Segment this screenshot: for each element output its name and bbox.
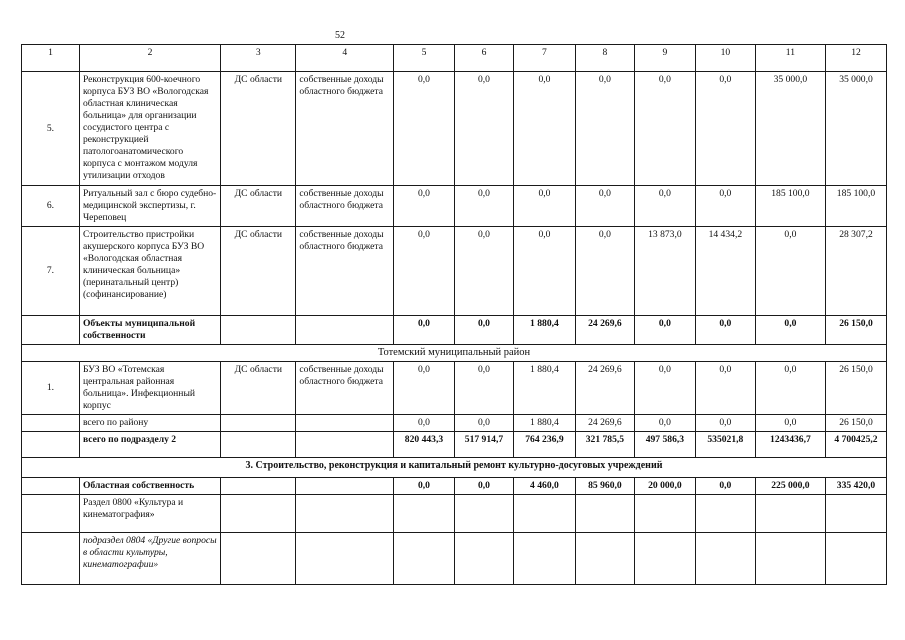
value-cell: 0,0 [695,316,755,345]
object-name: БУЗ ВО «Тотемская центральная районная больница». Инфекционный корпус [79,362,220,415]
value-cell: 0,0 [695,415,755,432]
header-cell: 2 [79,45,220,72]
district-total-label: всего по району [79,415,220,432]
row-number: 6. [22,186,80,227]
subsection-0804-label: подраздел 0804 «Другие вопросы в области культуры, кинематографии» [79,533,220,585]
value-cell: 0,0 [575,72,634,186]
header-cell: 11 [755,45,825,72]
value-cell: 1 880,4 [513,362,575,415]
value-cell: 225 000,0 [755,478,825,495]
header-cell: 8 [575,45,634,72]
table-row [22,362,887,415]
value-cell: 535021,8 [695,432,755,458]
value-cell: 1 880,4 [513,415,575,432]
subsection-total-row [22,432,887,458]
value-cell: 4 460,0 [513,478,575,495]
value-cell: 0,0 [634,362,695,415]
value-cell: 0,0 [454,316,513,345]
page-number: 52 [335,30,345,41]
column-number-header [22,45,887,72]
value-cell: 0,0 [454,362,513,415]
value-cell: 20 000,0 [634,478,695,495]
header-cell: 3 [221,45,296,72]
district-title: Тотемский муниципальный район [22,345,887,362]
value-cell: 0,0 [513,186,575,227]
value-cell: 0,0 [634,316,695,345]
value-cell: 24 269,6 [575,415,634,432]
value-cell: 0,0 [394,362,455,415]
header-cell: 12 [825,45,886,72]
value-cell: 0,0 [755,415,825,432]
value-cell: 0,0 [695,186,755,227]
value-cell: 0,0 [394,227,455,316]
object-name: Строительство пристройки акушерского корпуса БУЗ ВО «Вологодская областная клиническая больница» (перинатальный центр) (софинансирование) [79,227,220,316]
value-cell: 26 150,0 [825,415,886,432]
customer: ДС области [221,186,296,227]
district-total-row [22,415,887,432]
table-row [22,72,887,186]
value-cell: 517 914,7 [454,432,513,458]
value-cell: 4 700425,2 [825,432,886,458]
table-row [22,533,887,585]
budget-table [21,44,887,585]
value-cell: 35 000,0 [825,72,886,186]
regional-property-row [22,478,887,495]
section-0800-label: Раздел 0800 «Культура и кинематография» [79,495,220,533]
value-cell: 0,0 [755,362,825,415]
section-3-title: 3. Строительство, реконструкция и капитальный ремонт культурно-досуговых учреждений [22,458,887,478]
funding-source: собственные доходы областного бюджета [296,186,394,227]
value-cell: 24 269,6 [575,362,634,415]
customer: ДС области [221,362,296,415]
value-cell: 0,0 [755,316,825,345]
value-cell: 0,0 [695,362,755,415]
value-cell: 764 236,9 [513,432,575,458]
value-cell: 14 434,2 [695,227,755,316]
value-cell: 0,0 [513,72,575,186]
table-row [22,186,887,227]
value-cell: 0,0 [575,227,634,316]
subsection-total-label: всего по подразделу 2 [79,432,220,458]
value-cell: 820 443,3 [394,432,455,458]
value-cell: 28 307,2 [825,227,886,316]
section-title-row [22,458,887,478]
value-cell: 0,0 [755,227,825,316]
funding-source: собственные доходы областного бюджета [296,72,394,186]
header-cell: 1 [22,45,80,72]
value-cell: 0,0 [394,478,455,495]
value-cell: 0,0 [454,415,513,432]
header-cell: 4 [296,45,394,72]
value-cell: 26 150,0 [825,362,886,415]
object-name: Реконструкция 600-коечного корпуса БУЗ ВО «Вологодская областная клиническая больница» для организации сосудистого центра с реконструкцией патологоанатомического корпуса с монтажом модуля утилизации отходов [79,72,220,186]
value-cell: 0,0 [454,478,513,495]
value-cell: 1243436,7 [755,432,825,458]
header-cell: 5 [394,45,455,72]
funding-source: собственные доходы областного бюджета [296,227,394,316]
value-cell: 0,0 [575,186,634,227]
value-cell: 0,0 [695,478,755,495]
value-cell: 0,0 [394,186,455,227]
header-cell: 6 [454,45,513,72]
value-cell: 0,0 [695,72,755,186]
value-cell: 35 000,0 [755,72,825,186]
row-number: 5. [22,72,80,186]
value-cell: 0,0 [634,415,695,432]
value-cell: 0,0 [394,415,455,432]
value-cell: 321 785,5 [575,432,634,458]
value-cell: 0,0 [454,72,513,186]
value-cell: 0,0 [454,186,513,227]
value-cell: 0,0 [394,316,455,345]
value-cell: 24 269,6 [575,316,634,345]
header-cell: 7 [513,45,575,72]
table-row [22,495,887,533]
row-number: 1. [22,362,80,415]
funding-source: собственные доходы областного бюджета [296,362,394,415]
table-row [22,227,887,316]
value-cell: 0,0 [634,72,695,186]
value-cell: 335 420,0 [825,478,886,495]
value-cell: 1 880,4 [513,316,575,345]
customer: ДС области [221,72,296,186]
value-cell: 13 873,0 [634,227,695,316]
object-name: Ритуальный зал с бюро судебно-медицинской экспертизы, г. Череповец [79,186,220,227]
value-cell: 85 960,0 [575,478,634,495]
value-cell: 185 100,0 [755,186,825,227]
value-cell: 0,0 [394,72,455,186]
header-cell: 10 [695,45,755,72]
customer: ДС области [221,227,296,316]
header-cell: 9 [634,45,695,72]
value-cell: 185 100,0 [825,186,886,227]
value-cell: 0,0 [513,227,575,316]
value-cell: 497 586,3 [634,432,695,458]
value-cell: 0,0 [634,186,695,227]
municipal-total-row [22,316,887,345]
district-title-row [22,345,887,362]
municipal-total-label: Объекты муниципальной собственности [79,316,220,345]
value-cell: 0,0 [454,227,513,316]
row-number: 7. [22,227,80,316]
regional-property-label: Областная собственность [79,478,220,495]
value-cell: 26 150,0 [825,316,886,345]
